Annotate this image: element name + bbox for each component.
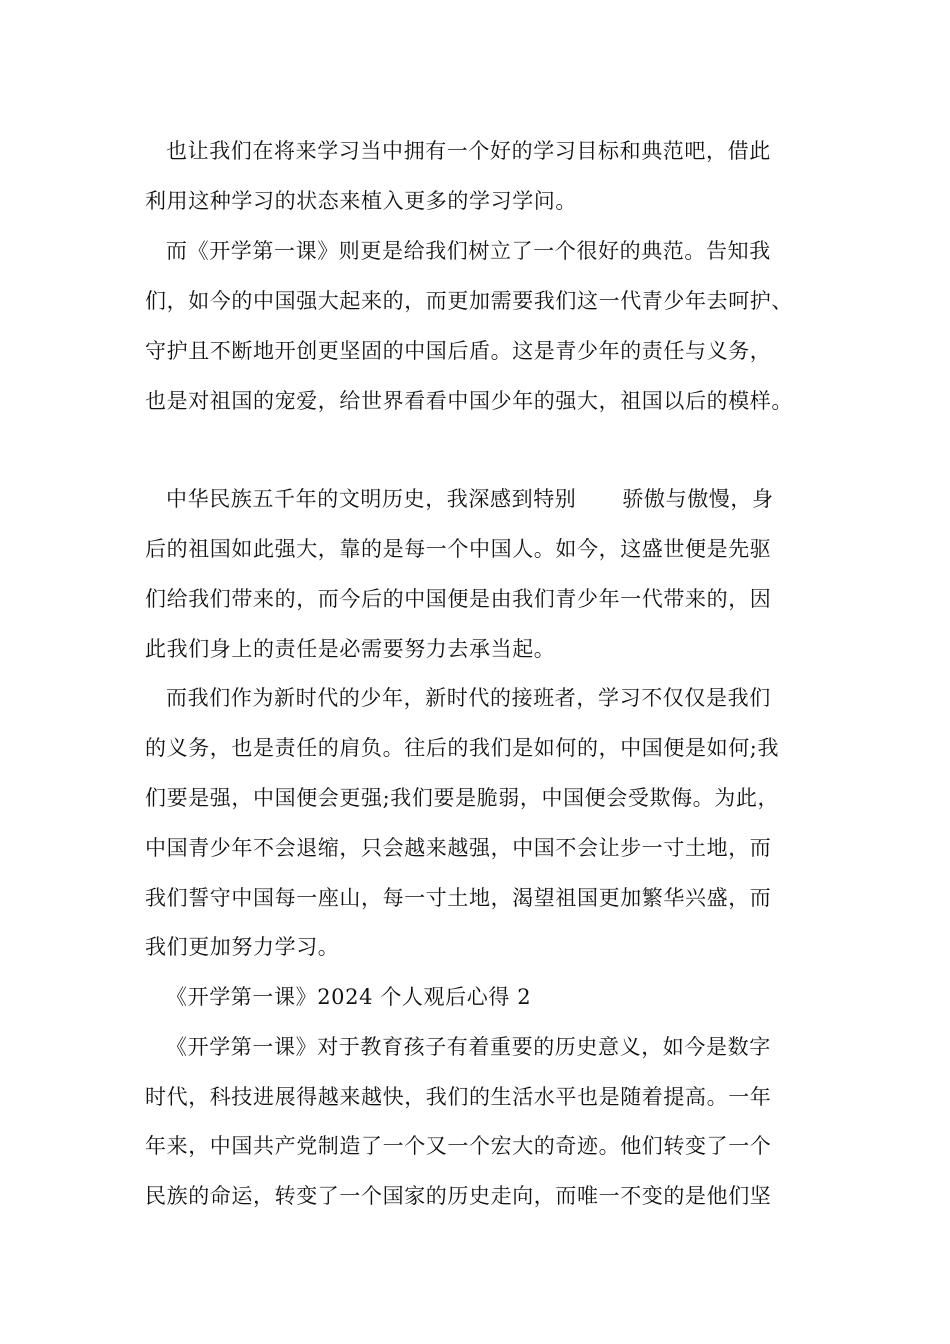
paragraph-line-part: 中华民族五千年的文明历史，我深感到特别 [166, 487, 577, 511]
paragraph-line: 民族的命运，转变了一个国家的历史走向，而唯一不变的是他们坚 [145, 1184, 772, 1208]
paragraph-line-part: 骄傲与傲慢，身 [622, 487, 774, 511]
paragraph-line: 而《开学第一课》则更是给我们树立了一个很好的典范。告知我 [166, 239, 771, 263]
paragraph-line: 也是对祖国的宠爱，给世界看看中国少年的强大，祖国以后的模样。 [145, 389, 793, 413]
paragraph-line: 们要是强，中国便会更强;我们要是脆弱，中国便会受欺侮。为此， [145, 786, 780, 810]
paragraph-line: 我们誓守中国每一座山，每一寸土地，渴望祖国更加繁华兴盛，而 [145, 886, 772, 910]
paragraph-line: 们，如今的中国强大起来的，而更加需要我们这一代青少年去呵护、 [145, 289, 793, 313]
paragraph-line: 们给我们带来的，而今后的中国便是由我们青少年一代带来的，因 [145, 587, 772, 611]
section-heading: 《开学第一课》2024 个人观后心得 2 [166, 985, 532, 1009]
paragraph-line: 守护且不断地开创更坚固的中国后盾。这是青少年的责任与义务， [145, 339, 772, 363]
paragraph-line: 年来，中国共产党制造了一个又一个宏大的奇迹。他们转变了一个 [145, 1134, 772, 1158]
paragraph-line: 的义务，也是责任的肩负。往后的我们是如何的，中国便是如何;我 [145, 736, 780, 760]
paragraph-line: 我们更加努力学习。 [145, 935, 340, 959]
paragraph-line [166, 486, 774, 512]
paragraph-line: 此我们身上的责任是必需要努力去承当起。 [145, 637, 556, 661]
paragraph-line: 利用这种学习的状态来植入更多的学习学问。 [145, 189, 577, 213]
paragraph-line: 也让我们在将来学习当中拥有一个好的学习目标和典范吧，借此 [166, 139, 771, 163]
paragraph-line: 时代，科技进展得越来越快，我们的生活水平也是随着提高。一年 [145, 1085, 772, 1109]
paragraph-line: 《开学第一课》对于教育孩子有着重要的历史意义，如今是数字 [166, 1035, 771, 1059]
paragraph-line: 后的祖国如此强大，靠的是每一个中国人。如今，这盛世便是先驱 [145, 537, 772, 561]
paragraph-line: 中国青少年不会退缩，只会越来越强，中国不会让步一寸土地，而 [145, 836, 772, 860]
paragraph-line: 而我们作为新时代的少年，新时代的接班者，学习不仅仅是我们 [166, 686, 771, 710]
